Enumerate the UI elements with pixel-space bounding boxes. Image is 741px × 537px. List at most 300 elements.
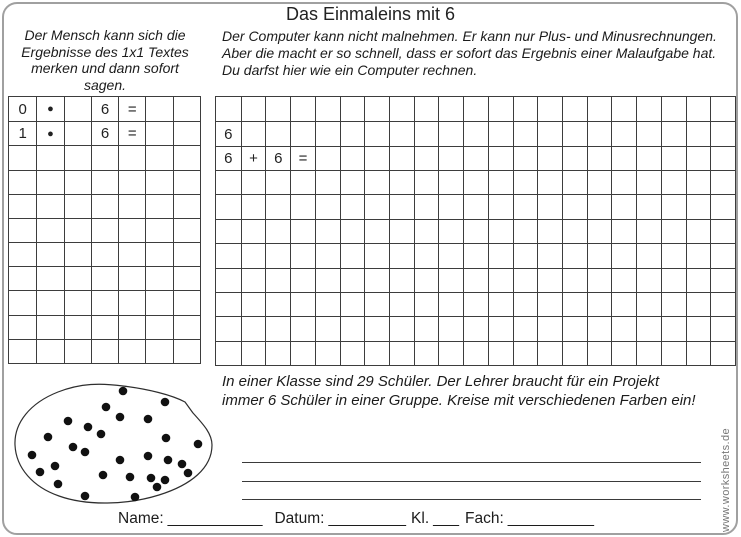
grid-cell xyxy=(661,146,686,170)
footer-form-line xyxy=(118,510,594,528)
grid-cell xyxy=(9,242,36,266)
grid-cell xyxy=(389,268,414,292)
grid-cell xyxy=(438,121,463,145)
grid-cell xyxy=(661,341,686,365)
student-dot xyxy=(153,483,162,492)
grid-cell xyxy=(710,170,735,194)
grid-cell xyxy=(118,242,145,266)
grid-cell xyxy=(290,243,315,267)
grid-cell xyxy=(537,316,562,340)
grid-cell xyxy=(611,292,636,316)
grid-cell xyxy=(710,243,735,267)
grid-cell xyxy=(315,97,340,121)
intro-left-line: merken und dann sofort xyxy=(31,60,179,76)
grid-cell xyxy=(36,218,63,242)
grid-cell xyxy=(611,243,636,267)
grid-cell xyxy=(340,268,365,292)
grid-cell xyxy=(241,292,266,316)
grid-cell xyxy=(265,219,290,243)
grid-cell xyxy=(265,341,290,365)
grid-cell xyxy=(562,219,587,243)
grid-cell xyxy=(636,292,661,316)
grid-cell xyxy=(173,266,200,290)
grid-cell xyxy=(91,290,118,314)
grid-cell xyxy=(636,121,661,145)
grid-cell xyxy=(488,97,513,121)
grid-cell xyxy=(562,121,587,145)
grid-cell-filled: = xyxy=(118,97,145,121)
grid-cell xyxy=(241,243,266,267)
grid-cell xyxy=(216,292,241,316)
grid-cell xyxy=(636,146,661,170)
grid-cell xyxy=(91,218,118,242)
grid-cell xyxy=(118,170,145,194)
student-dot xyxy=(99,471,108,480)
grid-cell xyxy=(91,170,118,194)
grid-cell xyxy=(438,316,463,340)
student-dot xyxy=(161,476,170,485)
grid-cell xyxy=(389,170,414,194)
grid-cell xyxy=(290,219,315,243)
student-dot xyxy=(81,492,90,501)
grid-cell xyxy=(265,170,290,194)
grid-cell-filled: 0 xyxy=(18,100,27,118)
student-dot xyxy=(64,417,73,426)
grid-cell xyxy=(414,316,439,340)
student-dot xyxy=(69,443,78,452)
grid-cell xyxy=(438,194,463,218)
grid-cell xyxy=(488,292,513,316)
grid-cell xyxy=(414,341,439,365)
grid-cell xyxy=(513,121,538,145)
grid-cell xyxy=(414,268,439,292)
grid-cell xyxy=(216,316,241,340)
grid-cell xyxy=(661,219,686,243)
class-blob-outline xyxy=(15,384,212,503)
grid-cell xyxy=(611,170,636,194)
grid-cell xyxy=(661,243,686,267)
grid-cell xyxy=(315,194,340,218)
student-dot xyxy=(36,468,45,477)
grid-cell xyxy=(537,97,562,121)
grid-cell xyxy=(686,121,711,145)
grid-cell xyxy=(710,97,735,121)
grid-cell xyxy=(364,170,389,194)
student-dot xyxy=(144,452,153,461)
grid-cell xyxy=(513,268,538,292)
datum-label: Datum: xyxy=(274,510,325,527)
grid-cell xyxy=(587,268,612,292)
grid-cell xyxy=(9,315,36,339)
grid-cell xyxy=(611,146,636,170)
grid-cell xyxy=(686,97,711,121)
kl-label: Kl. xyxy=(411,510,430,527)
grid-cell xyxy=(636,194,661,218)
grid-cell xyxy=(9,194,36,218)
grid-cell xyxy=(265,194,290,218)
grid-cell xyxy=(145,97,172,121)
grid-cell xyxy=(463,219,488,243)
grid-cell xyxy=(587,194,612,218)
grid-cell xyxy=(364,341,389,365)
grid-cell xyxy=(36,242,63,266)
grid-cell xyxy=(118,194,145,218)
grid-cell xyxy=(173,218,200,242)
grid-cell xyxy=(587,121,612,145)
grid-cell xyxy=(414,121,439,145)
grid-cell xyxy=(562,268,587,292)
grid-cell xyxy=(290,292,315,316)
grid-cell xyxy=(710,268,735,292)
grid-cell xyxy=(710,121,735,145)
grid-cell xyxy=(9,145,36,169)
grid-cell xyxy=(64,315,91,339)
grid-cell xyxy=(438,146,463,170)
grid-cell xyxy=(438,292,463,316)
grid-cell xyxy=(216,170,241,194)
grid-cell xyxy=(611,121,636,145)
grid-cell xyxy=(686,292,711,316)
grid-cell xyxy=(315,219,340,243)
grid-cell xyxy=(36,290,63,314)
grid-cell xyxy=(661,194,686,218)
grid-cell xyxy=(389,243,414,267)
grid-cell xyxy=(64,97,91,121)
grid-cell xyxy=(710,194,735,218)
grid-cell xyxy=(513,219,538,243)
grid-cell xyxy=(463,97,488,121)
grid-cell xyxy=(463,170,488,194)
grid-cell xyxy=(389,219,414,243)
grid-cell xyxy=(562,194,587,218)
page-title: Das Einmaleins mit 6 xyxy=(285,4,456,24)
student-dot xyxy=(97,430,106,439)
grid-cell xyxy=(36,339,63,363)
grid-cell xyxy=(587,341,612,365)
grid-cell xyxy=(216,268,241,292)
grid-cell xyxy=(537,268,562,292)
grid-cell xyxy=(173,290,200,314)
grid-cell-filled: 6 xyxy=(91,97,118,121)
grid-cell xyxy=(414,292,439,316)
grid-cell xyxy=(513,194,538,218)
grid-cell xyxy=(562,243,587,267)
grid-cell xyxy=(389,341,414,365)
student-dot xyxy=(116,456,125,465)
grid-cell xyxy=(265,292,290,316)
intro-right-line: Der Computer kann nicht malnehmen. Er kann nur Plus- und Minusrechnungen. xyxy=(222,28,717,44)
grid-cell xyxy=(241,121,266,145)
intro-text-right xyxy=(222,28,734,79)
grid-cell xyxy=(290,97,315,121)
grid-cell xyxy=(513,170,538,194)
grid-cell xyxy=(36,315,63,339)
grid-cell xyxy=(636,219,661,243)
name-blank: ___________ xyxy=(167,510,263,527)
grid-cell xyxy=(488,341,513,365)
grid-cell xyxy=(290,268,315,292)
grid-cell xyxy=(340,219,365,243)
student-dot xyxy=(164,456,173,465)
grid-cell xyxy=(414,97,439,121)
grid-cell xyxy=(64,121,91,145)
grid-cell xyxy=(91,315,118,339)
grid-cell xyxy=(364,97,389,121)
grid-cell xyxy=(118,290,145,314)
grid-cell xyxy=(562,292,587,316)
grid-cell xyxy=(389,292,414,316)
grid-cell xyxy=(513,341,538,365)
grid-cell xyxy=(364,292,389,316)
student-dot xyxy=(131,493,140,502)
grid-cell xyxy=(364,268,389,292)
grid-cell xyxy=(686,194,711,218)
grid-cell xyxy=(265,121,290,145)
grid-cell xyxy=(340,243,365,267)
grid-cell xyxy=(290,170,315,194)
student-dot xyxy=(81,448,90,457)
grid-cell xyxy=(686,170,711,194)
grid-cell xyxy=(513,146,538,170)
grid-cell xyxy=(265,316,290,340)
grid-cell xyxy=(216,243,241,267)
grid-cell xyxy=(463,146,488,170)
grid-cell xyxy=(636,97,661,121)
answer-line xyxy=(242,462,701,463)
grid-cell xyxy=(340,170,365,194)
grid-cell xyxy=(145,170,172,194)
answer-line xyxy=(242,499,701,500)
grid-cell xyxy=(290,194,315,218)
grid-cell xyxy=(389,97,414,121)
grid-cell xyxy=(290,121,315,145)
grid-cell xyxy=(145,339,172,363)
grid-cell xyxy=(315,341,340,365)
grid-cell xyxy=(611,268,636,292)
student-dot xyxy=(178,460,187,469)
grid-cell xyxy=(463,121,488,145)
grid-cell xyxy=(438,170,463,194)
grid-cell xyxy=(340,292,365,316)
grid-cell xyxy=(364,146,389,170)
grid-cell xyxy=(290,341,315,365)
grid-cell xyxy=(216,219,241,243)
grid-cell xyxy=(64,242,91,266)
student-dot xyxy=(119,387,128,396)
fach-label: Fach: xyxy=(465,510,504,527)
grid-cell xyxy=(389,121,414,145)
grid-cell xyxy=(36,266,63,290)
student-dot xyxy=(116,413,125,422)
grid-cell xyxy=(364,219,389,243)
grid-cell xyxy=(173,145,200,169)
grid-cell xyxy=(340,316,365,340)
grid-cell xyxy=(216,194,241,218)
grid-cell xyxy=(636,341,661,365)
grid-cell xyxy=(173,121,200,145)
grid-cell xyxy=(173,97,200,121)
student-dot xyxy=(147,474,156,483)
grid-cell xyxy=(340,146,365,170)
grid-cell xyxy=(290,316,315,340)
grid-cell xyxy=(488,219,513,243)
grid-cell-filled: = xyxy=(290,146,315,170)
grid-cell xyxy=(173,242,200,266)
grid-cell-filled: ● xyxy=(36,97,63,121)
grid-cell xyxy=(537,219,562,243)
fach-blank: __________ xyxy=(507,510,594,527)
grid-cell xyxy=(145,290,172,314)
task-line: immer 6 Schüler in einer Gruppe. Kreise mit verschiedenen Farben ein! xyxy=(222,391,696,409)
grid-cell xyxy=(145,194,172,218)
grid-cell xyxy=(389,146,414,170)
intro-right-line: Aber die macht er so schnell, dass er sofort das Ergebnis einer Malaufgabe hat. xyxy=(222,45,717,61)
student-dot xyxy=(51,462,60,471)
intro-left-line: Ergebnisse des 1x1 Textes xyxy=(21,43,189,60)
student-dot xyxy=(194,440,203,449)
grid-cell xyxy=(710,341,735,365)
grid-cell xyxy=(9,266,36,290)
grid-cell xyxy=(636,243,661,267)
addition-grid-right xyxy=(215,96,736,366)
grid-cell xyxy=(686,341,711,365)
grid-cell xyxy=(91,242,118,266)
student-dot xyxy=(44,433,53,442)
grid-cell xyxy=(463,341,488,365)
grid-cell xyxy=(488,121,513,145)
grid-cell xyxy=(710,292,735,316)
grid-cell xyxy=(118,218,145,242)
grid-cell xyxy=(118,266,145,290)
grid-cell xyxy=(488,243,513,267)
grid-cell xyxy=(241,316,266,340)
grid-cell xyxy=(340,194,365,218)
watermark-url: www.worksheets.de xyxy=(720,428,732,533)
grid-cell xyxy=(315,243,340,267)
grid-cell xyxy=(611,194,636,218)
grid-cell xyxy=(414,219,439,243)
grid-cell xyxy=(340,121,365,145)
intro-right-line: Du darfst hier wie ein Computer rechnen. xyxy=(222,62,478,78)
intro-text-left xyxy=(6,27,204,93)
grid-cell xyxy=(686,219,711,243)
grid-cell xyxy=(118,145,145,169)
grid-cell-filled: 6 xyxy=(216,146,241,170)
datum-blank: _________ xyxy=(328,510,407,527)
grid-cell xyxy=(173,194,200,218)
answer-line xyxy=(242,481,701,482)
grid-cell-filled: + xyxy=(241,146,266,170)
grid-cell xyxy=(463,292,488,316)
student-dot xyxy=(28,451,37,460)
grid-cell xyxy=(118,339,145,363)
grid-cell xyxy=(36,194,63,218)
grid-cell xyxy=(9,339,36,363)
kl-blank: ___ xyxy=(433,510,460,527)
grid-cell xyxy=(587,292,612,316)
grid-cell xyxy=(145,315,172,339)
grid-cell xyxy=(241,170,266,194)
grid-cell xyxy=(340,341,365,365)
grid-cell xyxy=(463,243,488,267)
grid-cell xyxy=(9,170,36,194)
grid-cell xyxy=(587,219,612,243)
grid-cell xyxy=(686,316,711,340)
grid-cell xyxy=(661,121,686,145)
grid-cell xyxy=(710,219,735,243)
group-task-text xyxy=(222,373,734,410)
grid-cell xyxy=(265,97,290,121)
grid-cell xyxy=(537,194,562,218)
grid-cell xyxy=(636,170,661,194)
grid-cell xyxy=(710,146,735,170)
grid-cell xyxy=(562,341,587,365)
grid-cell xyxy=(265,243,290,267)
grid-cell xyxy=(661,292,686,316)
grid-cell xyxy=(537,243,562,267)
grid-cell xyxy=(636,316,661,340)
grid-cell xyxy=(686,243,711,267)
grid-cell xyxy=(118,315,145,339)
grid-cell xyxy=(364,316,389,340)
grid-cell xyxy=(91,145,118,169)
grid-cell xyxy=(364,194,389,218)
grid-cell xyxy=(315,316,340,340)
grid-cell xyxy=(241,219,266,243)
grid-cell xyxy=(537,341,562,365)
grid-cell xyxy=(488,194,513,218)
grid-cell xyxy=(414,243,439,267)
grid-cell xyxy=(463,316,488,340)
grid-cell xyxy=(438,268,463,292)
grid-cell xyxy=(438,243,463,267)
student-dot xyxy=(102,403,111,412)
grid-cell xyxy=(36,170,63,194)
grid-cell xyxy=(145,145,172,169)
grid-cell-filled: 6 xyxy=(91,121,118,145)
grid-cell xyxy=(145,218,172,242)
grid-cell-filled: 6 xyxy=(216,121,241,145)
grid-cell xyxy=(414,170,439,194)
grid-cell xyxy=(562,316,587,340)
grid-cell xyxy=(145,266,172,290)
multiplication-grid-left xyxy=(8,96,201,364)
grid-cell xyxy=(661,170,686,194)
intro-left-line: Der Mensch kann sich die xyxy=(24,27,186,43)
grid-cell xyxy=(587,146,612,170)
grid-cell xyxy=(438,341,463,365)
grid-cell xyxy=(64,170,91,194)
grid-cell xyxy=(315,292,340,316)
grid-cell xyxy=(438,219,463,243)
grid-cell xyxy=(364,243,389,267)
grid-cell xyxy=(64,194,91,218)
grid-cell xyxy=(36,145,63,169)
grid-cell xyxy=(488,316,513,340)
grid-cell xyxy=(364,121,389,145)
grid-cell xyxy=(463,194,488,218)
grid-cell xyxy=(216,341,241,365)
student-dot xyxy=(162,434,171,443)
grid-cell xyxy=(611,219,636,243)
grid-cell xyxy=(340,97,365,121)
grid-cell xyxy=(513,243,538,267)
grid-cell xyxy=(241,268,266,292)
grid-cell xyxy=(64,145,91,169)
grid-cell xyxy=(513,97,538,121)
grid-cell-filled: 1 xyxy=(9,121,36,145)
grid-cell xyxy=(389,316,414,340)
